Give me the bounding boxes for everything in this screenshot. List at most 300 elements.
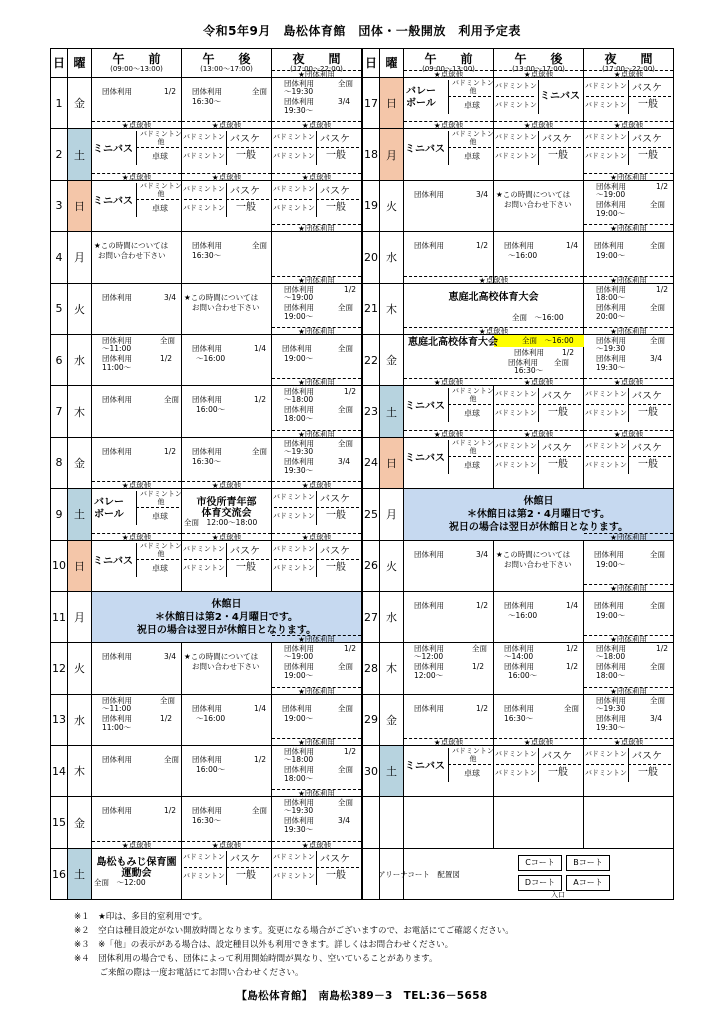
basuke-label: バスケ: [632, 442, 662, 454]
badminton-label: バドミントン 他: [452, 387, 494, 404]
basuke-label: バスケ: [542, 442, 572, 454]
day-number: 29: [363, 694, 380, 745]
cell-text: 1/2: [476, 703, 489, 713]
badminton-label: バドミントン: [183, 852, 225, 861]
star-multipurpose-room: ★卓球他: [272, 481, 361, 489]
minibasu-label: ミニバス: [540, 91, 580, 102]
cell-text: 団体利用: [284, 97, 314, 106]
cell-text: 団体利用: [596, 284, 626, 294]
divider: [448, 404, 491, 405]
badminton-label: バドミントン: [183, 544, 225, 553]
cell-text: 団体利用: [414, 644, 444, 654]
slot-pm: [182, 532, 272, 591]
day-row: [363, 848, 674, 899]
cell-text: 団体利用: [514, 347, 544, 357]
cell-text: 全面: [650, 662, 665, 672]
cell-text: 団体利用: [284, 816, 314, 826]
divider: [136, 543, 137, 577]
cell-text: ～16:00: [508, 610, 538, 620]
cell-text: 団体利用: [102, 395, 132, 405]
cell-text: ～19:30: [596, 703, 626, 713]
ippan-label: 一般: [638, 458, 658, 470]
cell-text: ～19:30: [596, 343, 626, 353]
cell-text: 団体利用: [284, 662, 314, 672]
basuke-label: バスケ: [542, 134, 572, 146]
cell-text: ～18:00: [284, 755, 314, 765]
slot-pm: [182, 232, 272, 283]
court-d: Dコート: [518, 875, 562, 891]
cell-text: 1/2: [164, 87, 177, 96]
badminton-label: バドミントン: [273, 871, 315, 880]
star-multipurpose-room: ★卓球他: [584, 121, 673, 129]
cell-text: 全面: [338, 662, 353, 672]
cell-text: 団体利用: [414, 549, 444, 559]
event-time: 全面 ～16:00: [512, 312, 564, 322]
badminton-label: バドミントン: [273, 563, 315, 572]
cell-text: 19:30～: [284, 825, 314, 835]
cell-text: 16:30～: [192, 816, 222, 826]
basuke-label: バスケ: [542, 391, 572, 403]
slot-am: [92, 386, 182, 437]
slot-am: [92, 232, 182, 283]
note-line: ※１ ★印は、多目的室利用です。: [74, 912, 208, 922]
cell-text: 1/2: [566, 662, 579, 672]
takkyu-label: 卓球: [464, 769, 480, 779]
cell-text: 団体利用: [284, 456, 314, 466]
star-multipurpose-room: ★卓球他: [584, 430, 673, 438]
divider: [586, 147, 624, 148]
cell-text: ～19:30: [284, 87, 314, 96]
badminton-label: バドミントン 他: [140, 181, 182, 198]
slot-pm: [182, 386, 272, 437]
badminton-label: バドミントン: [273, 512, 315, 521]
cell-text: 団体利用: [504, 662, 534, 672]
basuke-label: バスケ: [632, 751, 662, 763]
slot-night: [272, 840, 362, 899]
divider: [136, 131, 137, 165]
star-multipurpose-room: ★卓球他: [182, 533, 271, 541]
weekday: [380, 797, 404, 848]
cell-text: 19:00～: [596, 208, 626, 218]
badminton-label: バドミントン: [585, 441, 627, 450]
weekday: 日: [380, 437, 404, 488]
cell-text: 団体利用: [596, 662, 626, 672]
weekday: 火: [68, 283, 92, 334]
cell-text: 団体利用: [414, 241, 444, 251]
divider: [538, 80, 539, 114]
divider: [538, 456, 581, 457]
basuke-label: バスケ: [320, 134, 350, 146]
minibasu-label: ミニバス: [405, 144, 445, 156]
star-multipurpose-room: ★団体利用: [272, 687, 361, 695]
badminton-label: バドミントン 他: [140, 490, 182, 507]
star-multipurpose-room: ★団体利用: [584, 635, 673, 643]
cell-text: 団体利用: [102, 446, 132, 456]
basuke-label: バスケ: [632, 391, 662, 403]
badminton-label: バドミントン 他: [452, 747, 494, 764]
divider: [316, 867, 359, 868]
ippan-label: 一般: [326, 869, 346, 881]
basuke-label: バスケ: [320, 494, 350, 506]
star-multipurpose-room: ★卓球他: [182, 841, 271, 849]
divider: [316, 851, 317, 885]
star-multipurpose-room: ★卓球他: [584, 378, 673, 386]
weekday: 木: [380, 283, 404, 334]
slot-am: [92, 334, 182, 385]
cell-text: 団体利用: [504, 241, 534, 251]
takkyu-label: 卓球: [464, 460, 480, 470]
divider: [226, 183, 227, 217]
divider: [184, 147, 222, 148]
cell-text: 団体利用: [508, 357, 538, 367]
star-multipurpose-room: ★団体利用: [272, 789, 361, 797]
cell-text: ★この時間については: [94, 241, 169, 251]
minibasu-label: ミニバス: [405, 761, 445, 773]
day-number: 17: [363, 78, 380, 129]
star-multipurpose-room: ★卓球他: [92, 481, 181, 489]
divider: [136, 507, 179, 508]
arena-label: アリーナコート 配置図: [378, 869, 460, 879]
badminton-label: バドミントン: [495, 769, 537, 778]
divider: [316, 147, 359, 148]
badminton-label: バドミントン: [585, 409, 627, 418]
closed-text: 祝日の場合は翌日が休館日となります。: [136, 624, 317, 636]
cell-text: 19:00～: [284, 713, 314, 723]
divider: [628, 440, 629, 474]
cell-text: 16:30～: [514, 365, 544, 375]
cell-text: お問い合わせ下さい: [192, 662, 260, 672]
cell-text: 18:00～: [284, 414, 314, 424]
badminton-label: バドミントン: [495, 409, 537, 418]
court-c: Cコート: [518, 855, 562, 871]
takkyu-label: 卓球: [152, 563, 168, 573]
star-multipurpose-room: ★卓球他: [182, 481, 271, 489]
cell-text: ★この時間については: [496, 189, 571, 199]
cell-text: 団体利用: [284, 438, 314, 448]
cell-text: ～16:00: [508, 251, 538, 261]
star-multipurpose-room: ★卓球他: [494, 738, 583, 746]
slot-am: [92, 643, 182, 694]
star-multipurpose-room: ★卓球他: [182, 173, 271, 181]
ippan-label: 一般: [638, 407, 658, 419]
badminton-label: バドミントン: [273, 203, 315, 212]
cell-text: 16:00～: [508, 671, 538, 681]
slot-pm: [494, 121, 584, 180]
cell-text: 3/4: [164, 652, 177, 662]
cell-text: 19:30～: [596, 362, 626, 372]
event-title: 島松もみじ保育園 運動会: [96, 856, 177, 879]
divider: [136, 183, 137, 217]
header-weekday: 曜: [380, 49, 404, 78]
cell-text: 1/2: [656, 181, 669, 191]
cell-text: 団体利用: [504, 703, 534, 713]
day-row: [363, 437, 674, 488]
divider: [316, 559, 359, 560]
star-multipurpose-room: ★団体利用: [584, 224, 673, 232]
weekday: 水: [68, 334, 92, 385]
day-number: 2: [51, 129, 68, 180]
cell-text: 16:00～: [196, 765, 226, 775]
ippan-label: 一般: [548, 458, 568, 470]
note-line: ※２ 空白は種目設定がない開放時間となります。変更になる場合がございますので、お電話にてご確認ください。: [74, 926, 514, 936]
header-pm: 午 後 (13:00～17:00): [182, 49, 272, 78]
cell-text: 16:30～: [192, 97, 222, 106]
minibasu-label: ミニバス: [405, 401, 445, 413]
notes: [74, 910, 514, 980]
cell-text: ★この時間については: [184, 292, 259, 302]
cell-text: 1/2: [344, 284, 357, 294]
cell-text: 全面: [338, 765, 353, 775]
star-multipurpose-room: ★卓球他: [182, 121, 271, 129]
badminton-label: バドミントン: [183, 152, 225, 161]
basuke-label: バスケ: [320, 853, 350, 865]
cell-text: 団体利用: [282, 343, 312, 353]
cell-text: 全面: [160, 695, 175, 705]
cell-text: 1/2: [254, 755, 267, 765]
divider: [316, 199, 359, 200]
ippan-label: 一般: [236, 150, 256, 162]
badminton-label: バドミントン: [273, 852, 315, 861]
cell-text: 団体利用: [596, 335, 626, 345]
slot-pm: [182, 643, 272, 694]
day-number: 20: [363, 232, 380, 283]
closed-text: ＊休館日は第2・4月曜日です。: [466, 508, 611, 520]
star-multipurpose-room: ★卓球他: [494, 121, 583, 129]
badminton-label: バドミントン: [273, 184, 315, 193]
badminton-label: バドミントン: [183, 871, 225, 880]
cell-text: ～19:00: [284, 652, 314, 662]
cell-text: 1/2: [164, 446, 177, 456]
weekday: 木: [68, 746, 92, 797]
star-multipurpose-room: ★団体利用: [272, 276, 361, 284]
divider: [226, 543, 227, 577]
cell-text: 全面: [650, 335, 665, 345]
divider: [316, 543, 317, 577]
cell-text: 全面: [650, 302, 665, 312]
basuke-label: バスケ: [542, 751, 572, 763]
ippan-label: 一般: [326, 510, 346, 522]
day-number: 18: [363, 129, 380, 180]
star-multipurpose-room: ★団体利用: [584, 584, 673, 592]
takkyu-label: 卓球: [152, 152, 168, 162]
day-number: 30: [363, 746, 380, 797]
star-multipurpose-room: ★卓球他: [584, 70, 673, 78]
cell-text: 団体利用: [414, 662, 444, 672]
cell-text: 団体利用: [596, 713, 626, 723]
divider: [274, 147, 312, 148]
weekday: 土: [380, 386, 404, 437]
cell-text: ～14:00: [504, 652, 534, 662]
cell-text: 1/2: [344, 387, 357, 397]
divider: [274, 559, 312, 560]
divider: [316, 131, 317, 165]
cell-text: 団体利用: [596, 353, 626, 363]
cell-text: 1/2: [160, 353, 173, 363]
divider: [184, 559, 222, 560]
ippan-label: 一般: [548, 150, 568, 162]
closed-text: 休館日: [523, 495, 554, 507]
day-number: 13: [51, 694, 68, 745]
star-multipurpose-room: ★卓球他: [584, 738, 673, 746]
cell-text: 全面: [338, 703, 353, 713]
slot-am: [92, 694, 182, 745]
weekday: 月: [68, 232, 92, 283]
weekday: 土: [68, 489, 92, 540]
divider: [226, 867, 269, 868]
divider: [226, 131, 227, 165]
cell-text: 11:00～: [102, 722, 132, 732]
cell-text: 19:00～: [284, 311, 314, 321]
badminton-label: バドミントン: [183, 563, 225, 572]
slot-pm: [494, 738, 584, 797]
day-number: 27: [363, 591, 380, 642]
day-number: 24: [363, 437, 380, 488]
footer-address: 【島松体育館】 南島松389－3 TEL:36－5658: [236, 990, 488, 1002]
day-row: [51, 540, 362, 591]
cell-text: 団体利用: [594, 241, 624, 251]
badminton-label: バドミントン: [183, 184, 225, 193]
divider: [226, 199, 269, 200]
badminton-label: バドミントン: [495, 82, 537, 90]
cell-text: 団体利用: [102, 755, 132, 765]
cell-text: 団体利用: [284, 747, 314, 757]
entrance-label: 入口: [551, 890, 565, 899]
weekday: 土: [68, 129, 92, 180]
divider: [538, 748, 539, 782]
cell-text: 団体利用: [192, 446, 222, 456]
cell-text: 団体利用: [594, 600, 624, 610]
court-a: Aコート: [566, 875, 610, 891]
cell-text: 全面: [338, 302, 353, 312]
star-multipurpose-room: ★団体利用: [584, 173, 673, 181]
cell-text: 全面: [554, 357, 569, 367]
badminton-label: バドミントン: [273, 493, 315, 502]
divider: [496, 147, 534, 148]
badminton-label: バドミントン 他: [452, 438, 494, 455]
cell-text: 団体利用: [192, 703, 222, 713]
cell-text: 団体利用: [284, 284, 314, 294]
day-number: 22: [363, 334, 380, 385]
day-number: 14: [51, 746, 68, 797]
badminton-label: バドミントン 他: [140, 541, 182, 558]
basuke-label: バスケ: [632, 134, 662, 146]
star-multipurpose-room: ★卓球他: [404, 70, 493, 78]
cell-text: 3/4: [338, 816, 351, 826]
cell-text: 団体利用: [414, 703, 444, 713]
divider: [448, 80, 449, 114]
day-number: 1: [51, 78, 68, 129]
star-multipurpose-room: ★団体利用: [584, 276, 673, 284]
cell-text: ～12:00: [414, 652, 444, 662]
cell-text: 団体利用: [596, 695, 626, 705]
divider: [448, 96, 491, 97]
ippan-label: 一般: [638, 150, 658, 162]
cell-text: 団体利用: [282, 703, 312, 713]
cell-text: 団体利用: [102, 353, 132, 363]
slot-pm: [494, 180, 584, 231]
cell-text: 全面: [338, 438, 353, 448]
star-multipurpose-room: ★団体利用: [272, 738, 361, 746]
header-am: 午 前 (09:00～13:00): [404, 49, 494, 78]
divider: [628, 388, 629, 422]
day-number: 8: [51, 437, 68, 488]
divider: [538, 764, 581, 765]
cell-text: 団体利用: [102, 292, 132, 302]
event-title: 恵庭北高校体育大会: [408, 336, 498, 348]
slot-am: [404, 591, 494, 642]
takkyu-label: 卓球: [152, 203, 168, 213]
ippan-label: 一般: [326, 150, 346, 162]
day-row: [363, 746, 674, 797]
slot-night: [272, 532, 362, 591]
divider: [274, 507, 312, 508]
day-row: [363, 797, 674, 848]
cell-text: 19:00～: [284, 671, 314, 681]
divider: [448, 456, 491, 457]
badminton-label: バドミントン: [273, 133, 315, 142]
day-number: 25: [363, 489, 380, 540]
cell-text: 16:30～: [192, 456, 222, 466]
divider: [628, 456, 671, 457]
note-line: ※４ 団体利用の場合でも、団体によって利用開始時間が異なり、空いていることがあります。: [74, 954, 438, 964]
star-multipurpose-room: ★卓球他: [92, 173, 181, 181]
star-multipurpose-room: ★卓球他: [404, 738, 493, 746]
cell-text: 団体利用: [414, 189, 444, 199]
slot-am: [404, 180, 494, 231]
ippan-label: 一般: [326, 561, 346, 573]
badminton-label: バドミントン: [495, 390, 537, 399]
weekday: 金: [68, 437, 92, 488]
divider: [226, 851, 227, 885]
header-am: 午 前 (09:00～13:00): [92, 49, 182, 78]
cell-text: 団体利用: [414, 600, 444, 610]
day-row: [51, 848, 362, 899]
badminton-label: バドミントン: [495, 101, 537, 109]
cell-text: 団体利用: [284, 302, 314, 312]
slot-pm: [494, 797, 584, 848]
slot-am: [404, 540, 494, 591]
divider: [448, 748, 449, 782]
weekday: 月: [380, 489, 404, 540]
cell-text: 団体利用: [192, 343, 222, 353]
day-number: 23: [363, 386, 380, 437]
ippan-label: 一般: [236, 869, 256, 881]
star-multipurpose-room: ★団体利用: [272, 430, 361, 438]
cell-text: 1/2: [164, 806, 177, 816]
badminton-label: バドミントン: [585, 769, 627, 778]
cell-text: 団体利用: [102, 652, 132, 662]
cell-text: 1/2: [160, 713, 173, 723]
weekday: 火: [380, 180, 404, 231]
cell-text: 3/4: [650, 713, 663, 723]
slot-pm: [182, 334, 272, 385]
divider: [586, 456, 624, 457]
divider: [628, 764, 671, 765]
divider: [184, 867, 222, 868]
badminton-label: バドミントン: [585, 133, 627, 142]
cell-text: 全面: [650, 199, 665, 209]
cell-text: 全面: [650, 600, 665, 610]
cell-text: 19:30～: [284, 465, 314, 475]
cell-text: 団体利用: [192, 755, 222, 765]
divider: [136, 147, 179, 148]
cell-text: 3/4: [338, 97, 351, 106]
badminton-label: バドミントン: [495, 441, 537, 450]
star-multipurpose-room: ★卓球他: [404, 276, 583, 284]
badminton-label: バドミントン: [273, 544, 315, 553]
weekday: 金: [68, 797, 92, 848]
volley-label: バレー ボール: [406, 86, 436, 109]
